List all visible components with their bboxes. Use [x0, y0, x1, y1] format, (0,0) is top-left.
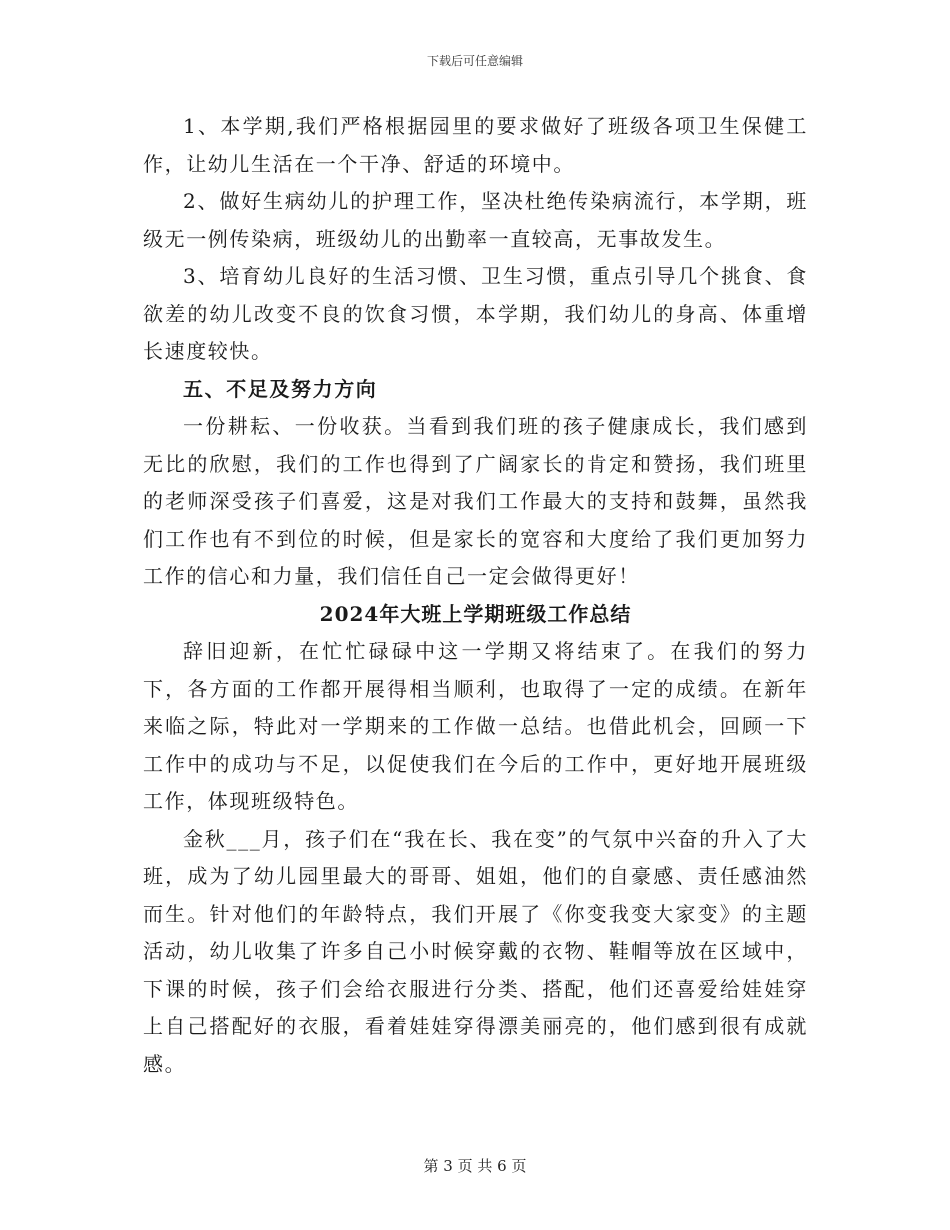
page-header: 下载后可任意编辑: [426, 54, 523, 68]
paragraph-hygiene-3: 3、培育幼儿良好的生活习惯、卫生习惯，重点引导几个挑食、食欲差的幼儿改变不良的饮食习惯，本学期，我们幼儿的身高、体重增长速度较快。: [143, 264, 808, 363]
document-body: [143, 108, 808, 1083]
paragraph-autumn: 金秋___月，孩子们在“我在长、我在变”的气氛中兴奋的升入了大班，成为了幼儿园里最大的哥哥、姐姐，他们的自豪感、责任感油然而生。针对他们的年龄特点，我们开展了《你变我变大家变》的主题活动，幼儿收集了许多自己小时候穿戴的衣物、鞋帽等放在区域中，下课的时候，孩子们会给衣服进行分类、搭配，他们还喜爱给娃娃穿上自己搭配好的衣服，看着娃娃穿得漂美丽亮的，他们感到很有成就感。: [143, 826, 808, 1076]
paragraph-shortcomings: 一份耕耘、一份收获。当看到我们班的孩子健康成长，我们感到无比的欣慰，我们的工作也得到了广阔家长的肯定和赞扬，我们班里的老师深受孩子们喜爱，这是对我们工作最大的支持和鼓舞，虽然我们工作也有不到位的时候，但是家长的宽容和大度给了我们更加努力工作的信心和力量，我们信任自己一定会做得更好！: [143, 414, 808, 588]
paragraph-hygiene-1: 1、本学期,我们严格根据园里的要求做好了班级各项卫生保健工作，让幼儿生活在一个干净、舒适的环境中。: [143, 114, 808, 176]
document-title: 2024年大班上学期班级工作总结: [319, 601, 632, 626]
paragraph-hygiene-2: 2、做好生病幼儿的护理工作，坚决杜绝传染病流行，本学期，班级无一例传染病，班级幼儿的出勤率一直较高，无事故发生。: [143, 189, 808, 251]
paragraph-intro: 辞旧迎新，在忙忙碌碌中这一学期又将结束了。在我们的努力下，各方面的工作都开展得相当顺利，也取得了一定的成绩。在新年来临之际，特此对一学期来的工作做一总结。也借此机会，回顾一下工作中的成功与不足，以促使我们在今后的工作中，更好地开展班级工作，体现班级特色。: [143, 639, 808, 813]
page-footer: 第 3 页 共 6 页: [423, 1157, 527, 1175]
section-heading: 五、不足及努力方向: [183, 376, 378, 401]
